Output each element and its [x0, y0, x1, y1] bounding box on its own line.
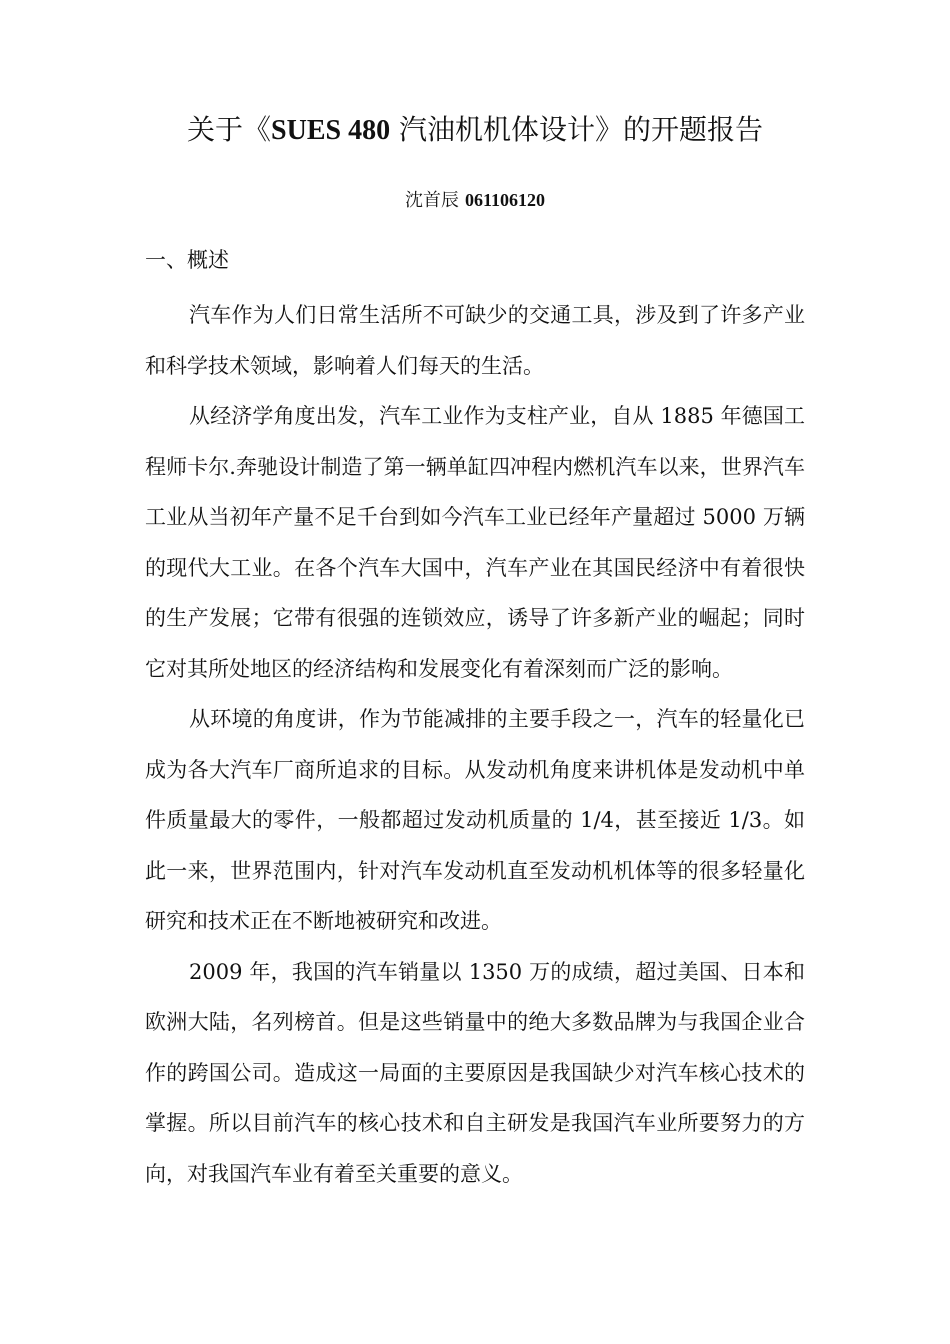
- author-name: 沈首辰: [404, 190, 459, 211]
- title-suffix: 汽油机机体设计》的开题报告: [390, 113, 763, 146]
- author-student-id: 061106120: [464, 190, 545, 210]
- title-model-number: SUES 480: [271, 115, 391, 146]
- paragraph-4: 2009 年，我国的汽车销量以 1350 万的成绩，超过美国、日本和欧洲大陆，名列榜首。但是这些销量中的绝大多数品牌为与我国企业合作的跨国公司。造成这一局面的主要原因是我国缺少对汽车核心技术的掌握。所以目前汽车的核心技术和自主研发是我国汽车业所要努力的方向，对我国汽车业有着至关重要的意义。: [145, 959, 805, 1186]
- paragraph-1: 汽车作为人们日常生活所不可缺少的交通工具，涉及到了许多产业和科学技术领域，影响着人们每天的生活。: [145, 303, 805, 378]
- paragraph-3: 从环境的角度讲，作为节能减排的主要手段之一，汽车的轻量化已成为各大汽车厂商所追求的目标。从发动机角度来讲机体是发动机中单件质量最大的零件，一般都超过发动机质量的 1/4，甚至接近 1/3。如此一来，世界范围内，针对汽车发动机直至发动机机体等的很多轻量化研究和技术正在不断地被研究和改进。: [145, 707, 805, 933]
- body-text: [145, 290, 805, 1199]
- document-title: [0, 110, 950, 151]
- section-heading-overview: 一、概述: [145, 248, 229, 272]
- author-line: [0, 185, 950, 216]
- paragraph-2: 从经济学角度出发，汽车工业作为支柱产业，自从 1885 年德国工程师卡尔.奔驰设计制造了第一辆单缸四冲程内燃机汽车以来，世界汽车工业从当初年产量不足千台到如今汽车工业已经年产量超过 5000 万辆的现代大工业。在各个汽车大国中，汽车产业在其国民经济中有着很快的生产发展；它带有很强的连锁效应，诱导了许多新产业的崛起；同时它对其所处地区的经济结构和发展变化有着深刻而广泛的影响。: [145, 404, 805, 681]
- title-prefix: 关于《: [187, 113, 272, 146]
